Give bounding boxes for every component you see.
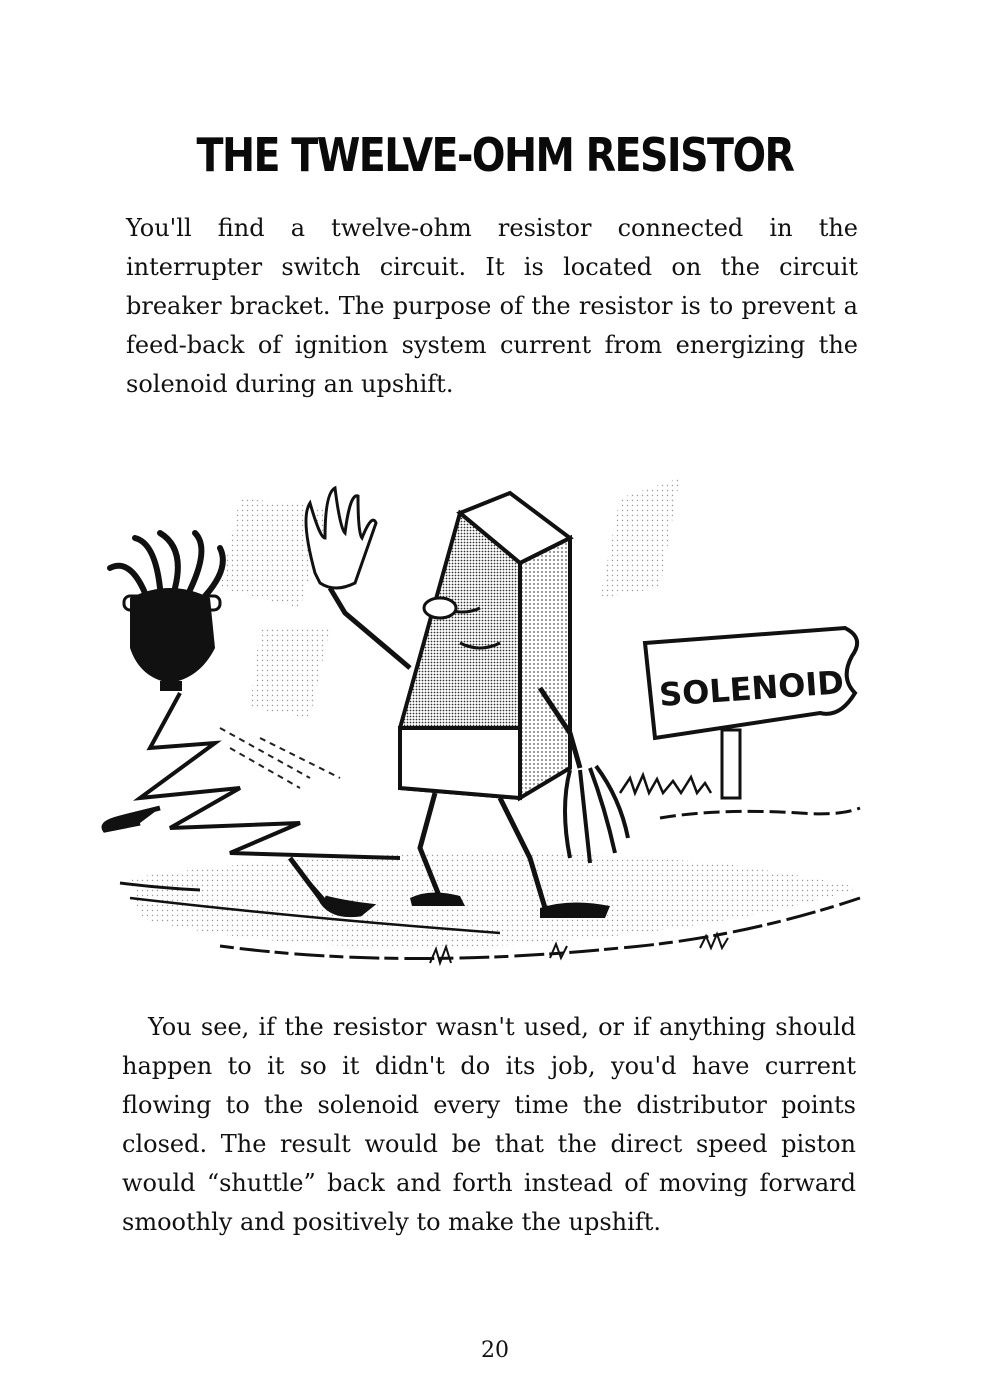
intro-paragraph: You'll find a twelve-ohm resistor connected in the interrupter switch circuit. It is located on the circuit breaker bracket. The purpose of the resistor is to prevent a feed-back of ignition system current from energizing the solenoid during an upshift. bbox=[126, 214, 858, 398]
solenoid-sign bbox=[620, 628, 860, 818]
distributor-icon bbox=[110, 533, 223, 691]
ground-shadow bbox=[120, 853, 860, 963]
cartoon-illustration bbox=[100, 478, 900, 978]
solenoid-sign-text: SOLENOID bbox=[657, 663, 846, 714]
page-number: 20 bbox=[481, 1338, 509, 1363]
explanation-paragraph: You see, if the resistor wasn't used, or if anything should happen to it so it didn't do its job, you'd have current flowing to the solenoid every time the distributor points closed. The result would be that the direct speed piston would “shuttle” back and forth instead of moving forward smoothly and positively to make the upshift. bbox=[122, 1013, 856, 1236]
page-title: THE TWELVE-OHM RESISTOR bbox=[196, 128, 794, 182]
